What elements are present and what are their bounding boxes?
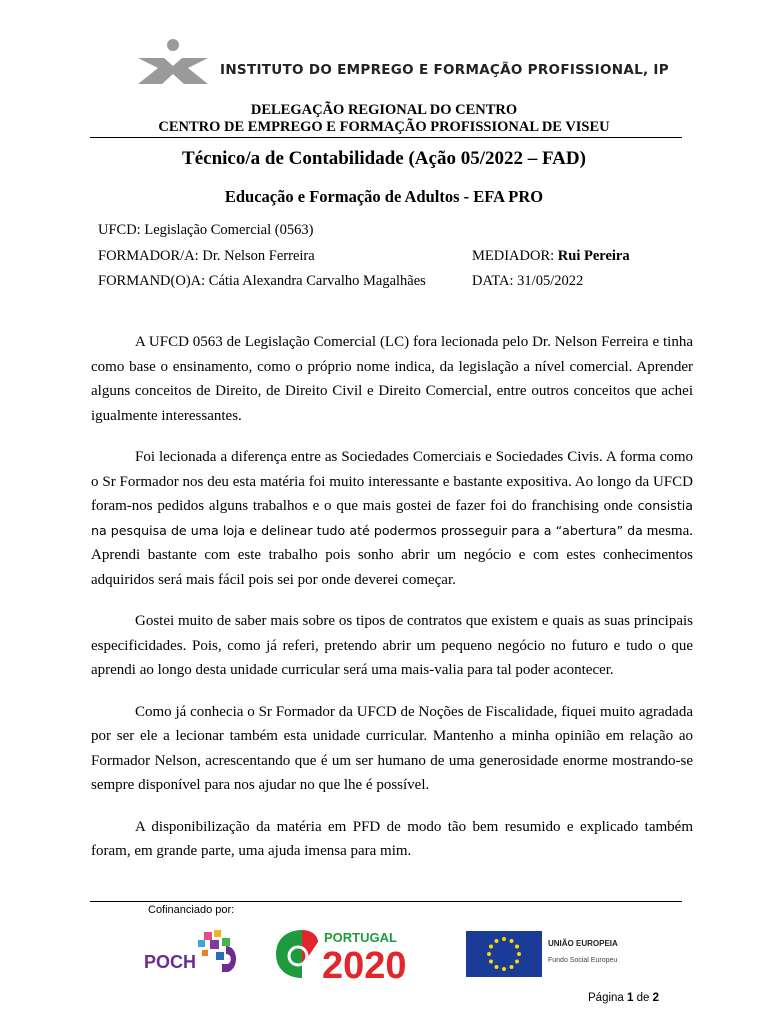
mediador-name: Rui Pereira bbox=[557, 248, 630, 264]
document-subtitle: Educação e Formação de Adultos - EFA PRO bbox=[224, 187, 544, 206]
date-line bbox=[472, 273, 583, 290]
paragraph-1: A UFCD 0563 de Legislação Comercial (LC) fora lecionada pelo Dr. Nelson Ferreira e tinha como base o ensinamento, como o próprio nome indica, da legislação a nível comercial. Aprender alguns conceitos de Direito, de Direito Civil e Direito Comercial, entre outros conceitos que achei igualmente interessantes. bbox=[91, 334, 693, 424]
page-total: 2 bbox=[652, 992, 660, 1004]
paragraph-2-part-c: mesma. Aprendi bastante com este trabalho pois sonho abrir um negócio e com estes conhecimentos adquiridos será mais fácil pois sei por onde deverei começar. bbox=[91, 522, 693, 588]
eu-flag-icon bbox=[466, 931, 542, 977]
ufcd-line: UFCD: Legislação Comercial (0563) bbox=[98, 222, 314, 238]
institute-name: INSTITUTO DO EMPREGO E FORMAÇÃO PROFISSIONAL, IP bbox=[220, 62, 669, 78]
page-of: de bbox=[633, 992, 653, 1004]
formador-line bbox=[98, 248, 315, 265]
header-divider bbox=[90, 137, 682, 138]
paragraph-4: Como já conhecia o Sr Formador da UFCD de Noções de Fiscalidade, fiquei muito agradada por ser ele a lecionar também esta unidade curricular. Mantenho a minha opinião em relação ao Formador Nelson, acrescentando que é um ser humano de uma generosidade enorme mostrando-se sempre disponível para nos ajudar no que lhe é possível. bbox=[91, 703, 693, 793]
paragraph-2-part-b: consistia na pesquisa de uma loja e delinear tudo até podermos prosseguir para a “abertura” da bbox=[91, 498, 693, 538]
p2020-text: 2020 bbox=[322, 945, 407, 982]
formador-name: Dr. Nelson Ferreira bbox=[202, 248, 315, 264]
date-value: 31/05/2022 bbox=[517, 273, 584, 289]
footer-divider bbox=[90, 901, 682, 902]
date-label: DATA: bbox=[472, 273, 518, 289]
poch-logo-icon bbox=[142, 928, 242, 980]
cofinanced-label: Cofinanciado por: bbox=[148, 904, 235, 916]
eu-fund-label: Fundo Social Europeu bbox=[548, 957, 618, 964]
document-title: Técnico/a de Contabilidade (Ação 05/2022 – FAD) bbox=[182, 148, 586, 169]
formador-label: FORMADOR/A: bbox=[98, 248, 203, 264]
centro-heading: CENTRO DE EMPREGO E FORMAÇÃO PROFISSIONAL DE VISEU bbox=[158, 119, 610, 135]
paragraph-2 bbox=[91, 445, 693, 592]
page-prefix: Página bbox=[588, 992, 628, 1004]
formando-line bbox=[98, 273, 426, 290]
portugal-2020-logo-icon bbox=[272, 926, 442, 982]
delegation-heading: DELEGAÇÃO REGIONAL DO CENTRO bbox=[250, 102, 518, 118]
page-number bbox=[588, 992, 659, 1004]
mediador-label: MEDIADOR: bbox=[472, 248, 558, 264]
formando-name: Cátia Alexandra Carvalho Magalhães bbox=[208, 273, 426, 289]
iefp-logo-icon bbox=[134, 38, 212, 86]
formando-label: FORMAND(O)A: bbox=[98, 273, 209, 289]
paragraph-5: A disponibilização da matéria em PFD de modo tão bem resumido e explicado também foram, em grande parte, uma ajuda imensa para mim. bbox=[91, 818, 693, 859]
document-body bbox=[91, 330, 693, 881]
portugal-text: PORTUGAL bbox=[324, 930, 397, 945]
paragraph-2-part-a: Foi lecionada a diferença entre as Sociedades Comerciais e Sociedades Civis. A forma como o Sr Formador nos deu esta matéria foi muito interessante e bastante expositiva. Ao longo da UFCD foram-nos pedidos alguns trabalhos e o que mais gostei de fazer foi do franchising onde bbox=[91, 449, 693, 514]
paragraph-3: Gostei muito de saber mais sobre os tipos de contratos que existem e quais as suas principais especificidades. Pois, como já referi, pretendo abrir um pequeno negócio no futuro e tudo o que aprendi ao longo desta unidade curricular será uma mais-valia para tal poder acontecer. bbox=[91, 613, 693, 678]
mediador-line bbox=[472, 248, 630, 265]
eu-union-label: UNIÃO EUROPEIA bbox=[548, 939, 618, 948]
poch-text: POCH bbox=[144, 952, 197, 972]
page-current: 1 bbox=[627, 992, 634, 1004]
